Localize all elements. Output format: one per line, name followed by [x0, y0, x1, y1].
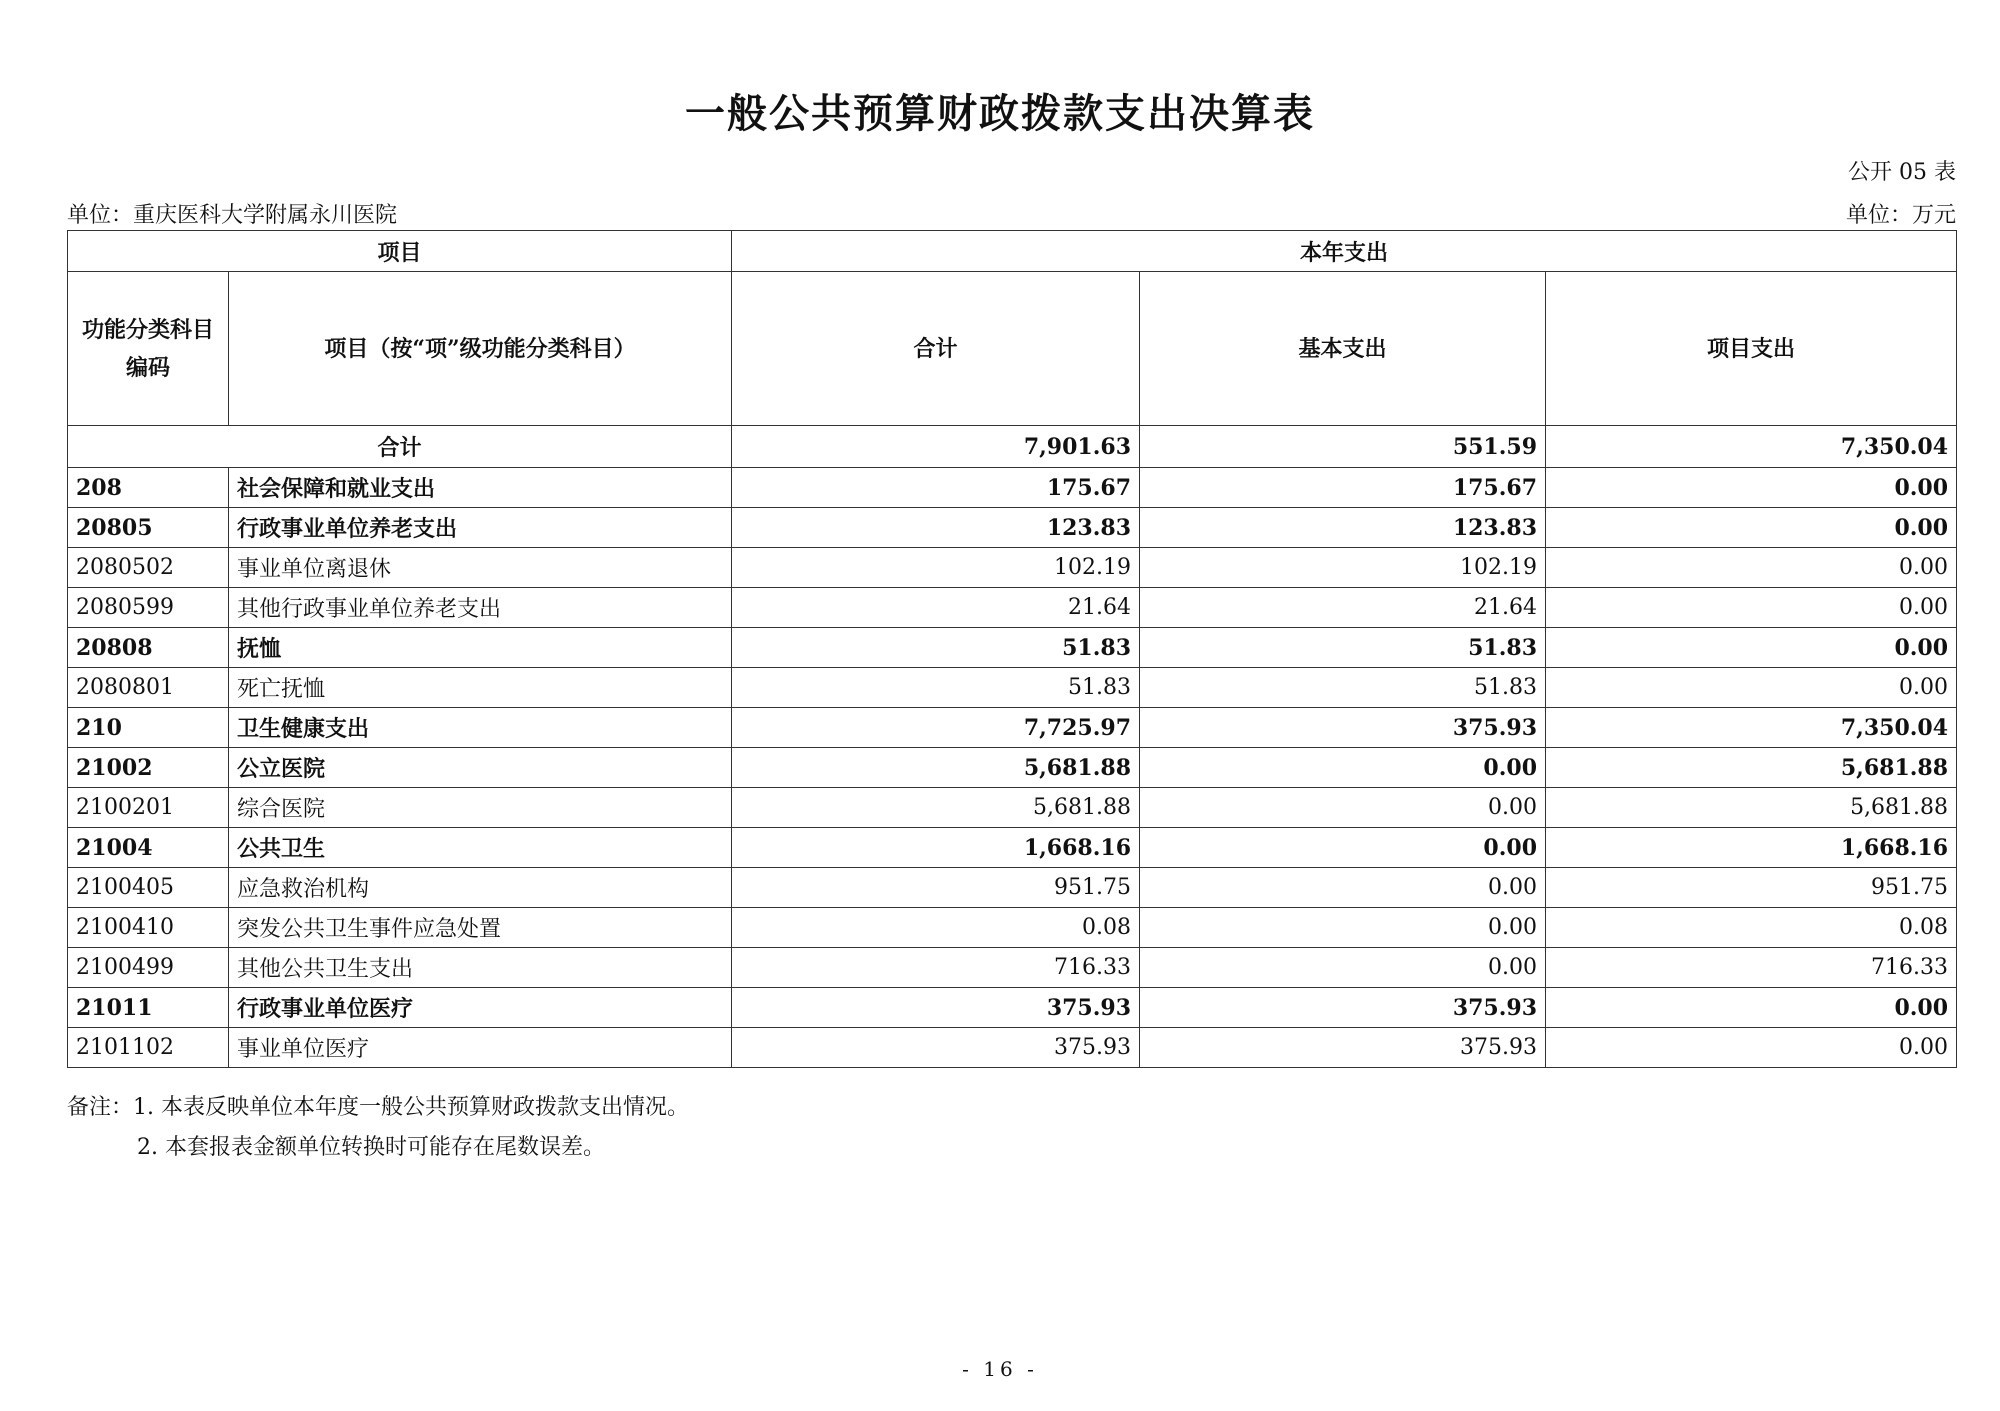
note-line-1: 备注：1. 本表反映单位本年度一般公共预算财政拨款支出情况。 [67, 1095, 689, 1120]
header-code-line1: 功能分类科目 [81, 316, 214, 343]
row-project: 7,350.04 [1546, 708, 1957, 748]
reporting-unit: 单位：重庆医科大学附属永川医院 [67, 203, 398, 228]
row-basic: 0.00 [1140, 788, 1546, 828]
table-row [68, 908, 1957, 948]
total-label: 合计 [68, 426, 732, 468]
row-project: 0.00 [1546, 468, 1957, 508]
row-basic: 51.83 [1140, 668, 1546, 708]
row-basic: 51.83 [1140, 628, 1546, 668]
notes [67, 1088, 689, 1168]
row-total: 123.83 [732, 508, 1140, 548]
table-row [68, 948, 1957, 988]
row-item-name: 其他行政事业单位养老支出 [229, 588, 732, 628]
row-total: 51.83 [732, 668, 1140, 708]
row-basic: 0.00 [1140, 828, 1546, 868]
row-total: 716.33 [732, 948, 1140, 988]
row-total: 0.08 [732, 908, 1140, 948]
row-code: 2080502 [68, 548, 229, 588]
row-project: 1,668.16 [1546, 828, 1957, 868]
row-code: 210 [68, 708, 229, 748]
total-sum: 7,901.63 [732, 426, 1140, 468]
table-row [68, 708, 1957, 748]
header-row-2 [68, 272, 1957, 426]
row-basic: 375.93 [1140, 1028, 1546, 1068]
row-item-name: 应急救治机构 [229, 868, 732, 908]
row-item-name: 社会保障和就业支出 [229, 468, 732, 508]
table-row [68, 868, 1957, 908]
row-project: 0.00 [1546, 668, 1957, 708]
table-row [68, 468, 1957, 508]
table-row [68, 828, 1957, 868]
row-basic: 0.00 [1140, 748, 1546, 788]
table-row [68, 508, 1957, 548]
row-item-name: 死亡抚恤 [229, 668, 732, 708]
header-basic: 基本支出 [1140, 272, 1546, 426]
row-item-name: 抚恤 [229, 628, 732, 668]
row-basic: 375.93 [1140, 708, 1546, 748]
header-this-year: 本年支出 [732, 231, 1957, 272]
row-item-name: 事业单位离退休 [229, 548, 732, 588]
row-project: 0.00 [1546, 628, 1957, 668]
row-code: 21002 [68, 748, 229, 788]
row-code: 20808 [68, 628, 229, 668]
header-total: 合计 [732, 272, 1140, 426]
expenditure-table [67, 230, 1957, 1068]
form-number: 公开 05 表 [1848, 160, 1956, 185]
row-basic: 21.64 [1140, 588, 1546, 628]
row-item-name: 综合医院 [229, 788, 732, 828]
row-project: 0.00 [1546, 1028, 1957, 1068]
row-project: 0.00 [1546, 588, 1957, 628]
row-basic: 175.67 [1140, 468, 1546, 508]
row-code: 21011 [68, 988, 229, 1028]
row-total: 175.67 [732, 468, 1140, 508]
row-code: 2100499 [68, 948, 229, 988]
row-item-name: 其他公共卫生支出 [229, 948, 732, 988]
header-code [68, 272, 229, 426]
table-row [68, 788, 1957, 828]
table-row [68, 748, 1957, 788]
row-project: 5,681.88 [1546, 788, 1957, 828]
total-basic: 551.59 [1140, 426, 1546, 468]
table-row [68, 988, 1957, 1028]
page-title: 一般公共预算财政拨款支出决算表 [685, 90, 1315, 137]
row-total: 5,681.88 [732, 788, 1140, 828]
row-basic: 375.93 [1140, 988, 1546, 1028]
table-row [68, 1028, 1957, 1068]
row-code: 2101102 [68, 1028, 229, 1068]
row-item-name: 卫生健康支出 [229, 708, 732, 748]
row-code: 2080599 [68, 588, 229, 628]
header-project: 项目 [68, 231, 732, 272]
row-item-name: 行政事业单位医疗 [229, 988, 732, 1028]
table-row [68, 668, 1957, 708]
row-code: 20805 [68, 508, 229, 548]
header-item: 项目（按“项”级功能分类科目） [229, 272, 732, 426]
header-row-1 [68, 231, 1957, 272]
row-total: 7,725.97 [732, 708, 1140, 748]
row-item-name: 公立医院 [229, 748, 732, 788]
page-number: - 16 - [962, 1357, 1038, 1381]
row-total: 951.75 [732, 868, 1140, 908]
row-total: 375.93 [732, 1028, 1140, 1068]
row-total: 21.64 [732, 588, 1140, 628]
table-row [68, 588, 1957, 628]
row-code: 2100405 [68, 868, 229, 908]
row-item-name: 公共卫生 [229, 828, 732, 868]
note-line-2: 2. 本套报表金额单位转换时可能存在尾数误差。 [137, 1135, 605, 1160]
row-total: 102.19 [732, 548, 1140, 588]
row-basic: 0.00 [1140, 908, 1546, 948]
row-project: 5,681.88 [1546, 748, 1957, 788]
row-code: 208 [68, 468, 229, 508]
table-row [68, 548, 1957, 588]
row-project: 0.08 [1546, 908, 1957, 948]
row-total: 375.93 [732, 988, 1140, 1028]
row-code: 2100410 [68, 908, 229, 948]
table-row [68, 628, 1957, 668]
total-project: 7,350.04 [1546, 426, 1957, 468]
row-project: 0.00 [1546, 548, 1957, 588]
row-basic: 102.19 [1140, 548, 1546, 588]
row-total: 51.83 [732, 628, 1140, 668]
row-basic: 123.83 [1140, 508, 1546, 548]
row-basic: 0.00 [1140, 948, 1546, 988]
total-row [68, 426, 1957, 468]
row-project: 0.00 [1546, 988, 1957, 1028]
row-item-name: 事业单位医疗 [229, 1028, 732, 1068]
row-total: 1,668.16 [732, 828, 1140, 868]
row-code: 2100201 [68, 788, 229, 828]
row-code: 2080801 [68, 668, 229, 708]
row-project: 951.75 [1546, 868, 1957, 908]
row-total: 5,681.88 [732, 748, 1140, 788]
row-item-name: 突发公共卫生事件应急处置 [229, 908, 732, 948]
row-project: 716.33 [1546, 948, 1957, 988]
currency-unit: 单位：万元 [1845, 203, 1956, 228]
row-code: 21004 [68, 828, 229, 868]
row-basic: 0.00 [1140, 868, 1546, 908]
row-project: 0.00 [1546, 508, 1957, 548]
row-item-name: 行政事业单位养老支出 [229, 508, 732, 548]
header-code-line2: 编码 [125, 354, 170, 381]
header-project-expenditure: 项目支出 [1546, 272, 1957, 426]
